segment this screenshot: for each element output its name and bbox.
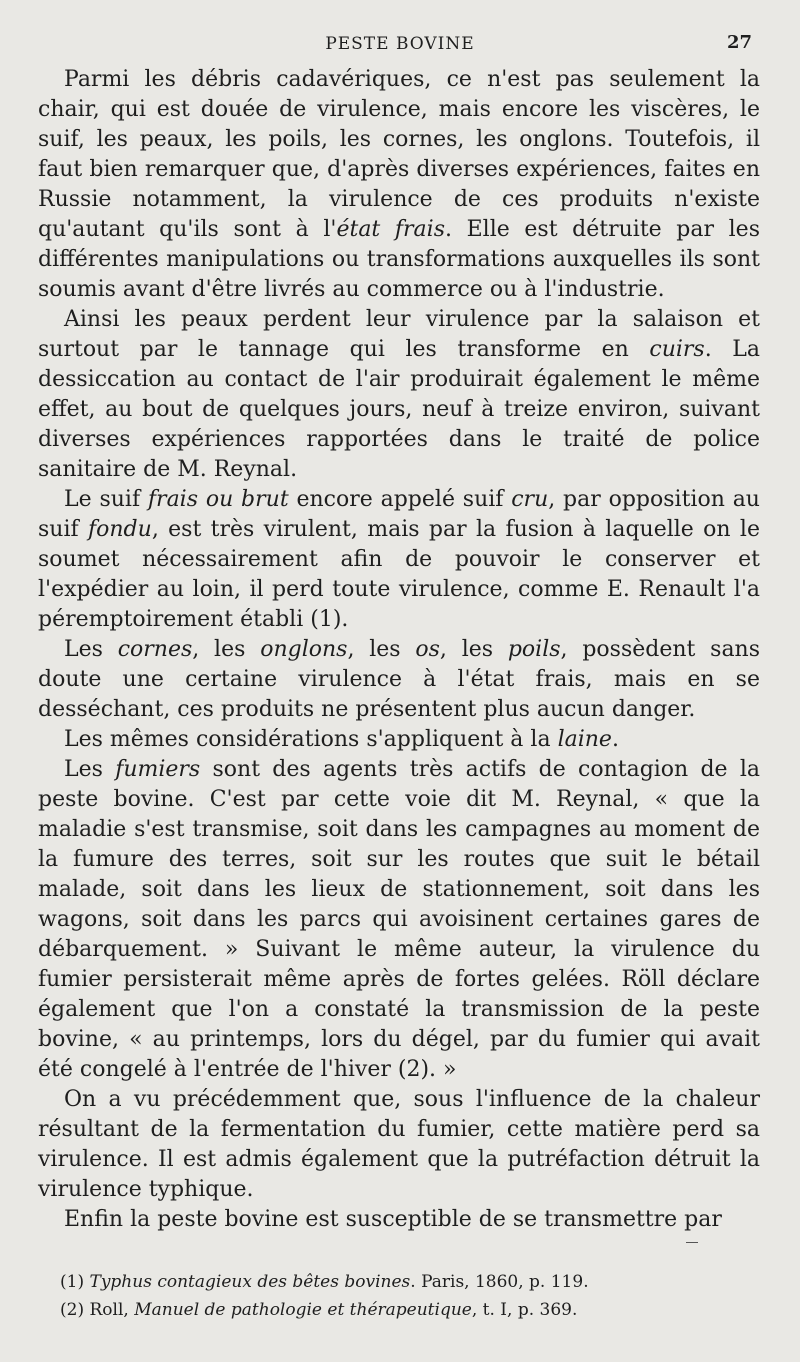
italic-segment: cuirs <box>649 337 705 362</box>
text-segment: , est très virulent, mais par la fusion à laquelle on le soumet nécessairement afin de pouvoir le conserver et l'expédier au loin, il perd toute virulence, comme E. Renault l'a péremptoirement établi (1). <box>38 517 760 632</box>
text-segment: . Elle est détruite par les différentes manipulations ou transformations auxquelles ils sont soumis avant d'être livrés au commerce ou à l'industrie. <box>38 217 760 302</box>
page-number: 27 <box>726 32 752 53</box>
text-segment: Enfin la peste bovine est susceptible de se transmettre par <box>64 1207 722 1232</box>
text-segment: On a vu précédemment que, sous l'influence de la chaleur résultant de la fermentation du fumier, cette matière perd sa virulence. Il est admis également que la putréfaction détruit la virulence typhique. <box>38 1087 760 1202</box>
paragraph <box>38 65 760 305</box>
text-segment: Parmi les débris cadavériques, ce n'est pas seulement la chair, qui est douée de virulence, mais encore les viscères, le suif, les peaux, les poils, les cornes, les onglons. Toutefois, il faut bien remarquer que, d'après diverses expériences, faites en Russie notamment, la virulence de ces produits n'existe qu'autant qu'ils sont à l' <box>38 67 760 242</box>
italic-segment: fondu <box>88 517 152 542</box>
text-segment: Les mêmes considérations s'appliquent à la <box>64 727 558 752</box>
paragraph <box>38 635 760 725</box>
paragraph <box>38 755 760 1085</box>
italic-segment: fumiers <box>115 757 201 782</box>
paragraph <box>38 1085 760 1205</box>
text-segment: , par opposition au suif <box>38 487 760 542</box>
paragraph <box>38 305 760 485</box>
footnotes <box>60 1268 760 1324</box>
footnote <box>60 1268 760 1296</box>
text-segment: . <box>611 727 619 752</box>
italic-segment: onglons <box>260 637 348 662</box>
body-text <box>38 65 760 1235</box>
footnote-divider <box>686 1242 698 1243</box>
italic-segment: cru <box>511 487 549 512</box>
footnote <box>60 1296 760 1324</box>
text-segment: , les <box>439 637 508 662</box>
text-segment: . La dessiccation au contact de l'air produirait également le même effet, au bout de quelques jours, neuf à treize environ, suivant diverses expériences rapportées dans le traité de police sanitaire de M. Reynal. <box>38 337 760 482</box>
italic-segment: poils <box>507 637 561 662</box>
italic-segment: frais ou brut <box>147 487 289 512</box>
italic-segment: état frais <box>336 217 445 242</box>
paragraph <box>38 485 760 635</box>
italic-segment: laine <box>557 727 612 752</box>
text-segment: encore appelé suif <box>288 487 512 512</box>
paragraph <box>38 1205 760 1235</box>
text-segment: , les <box>192 637 261 662</box>
text-segment: (1) <box>60 1272 90 1292</box>
text-segment: (2) Roll, <box>60 1300 135 1320</box>
paragraph <box>38 725 760 755</box>
italic-segment: Manuel de pathologie et thérapeutique <box>134 1300 472 1320</box>
text-segment: Les <box>64 757 116 782</box>
text-segment: Le suif <box>64 487 148 512</box>
running-title: PESTE BOVINE <box>325 34 475 54</box>
italic-segment: Typhus contagieux des bêtes bovines <box>89 1272 411 1292</box>
text-segment: Ainsi les peaux perdent leur virulence par la salaison et surtout par le tannage qui les transforme en <box>38 307 760 362</box>
text-segment: , les <box>347 637 416 662</box>
italic-segment: os <box>415 637 440 662</box>
italic-segment: cornes <box>117 637 193 662</box>
text-segment: , possèdent sans doute une certaine virulence à l'état frais, mais en se desséchant, ces produits ne présentent plus aucun danger. <box>38 637 761 722</box>
text-segment: , t. I, p. 369. <box>471 1300 578 1320</box>
text-segment: . Paris, 1860, p. 119. <box>410 1272 589 1292</box>
text-segment: sont des agents très actifs de contagion de la peste bovine. C'est par cette voie dit M. Reynal, « que la maladie s'est transmise, soit dans les campagnes au moment de la fumure des terres, soit sur les routes que suit le bétail malade, soit dans les lieux de stationnement, soit dans les wagons, soit dans les parcs qui avoisinent certaines gares de débarquement. » Suivant le même auteur, la virulence du fumier persisterait même après de fortes gelées. Röll déclare également que l'on a constaté la transmission de la peste bovine, « au printemps, lors du dégel, par du fumier qui avait été congelé à l'entrée de l'hiver (2). » <box>38 757 760 1082</box>
running-head <box>0 30 800 60</box>
text-segment: Les <box>64 637 118 662</box>
